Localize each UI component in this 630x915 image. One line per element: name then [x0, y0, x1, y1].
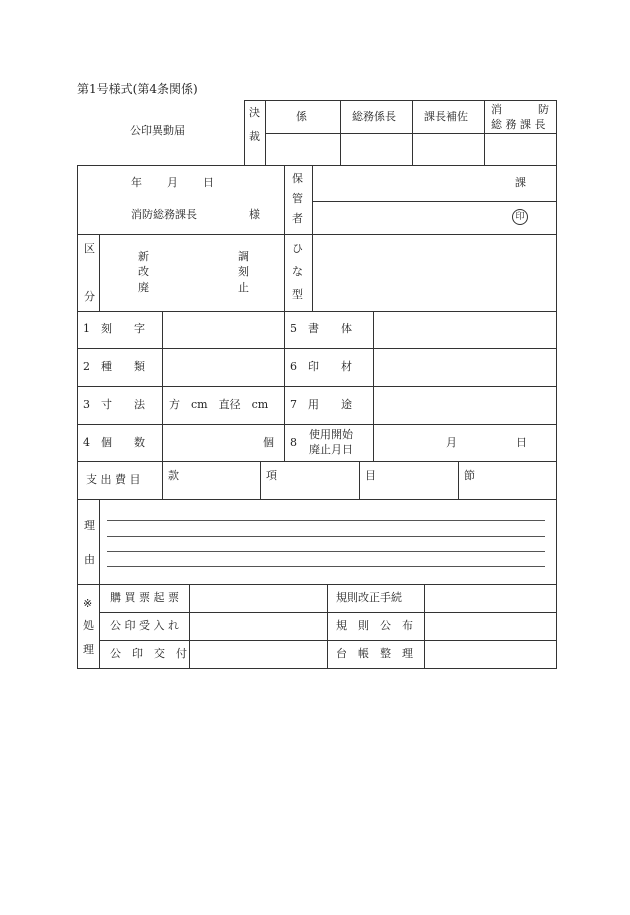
item-2-no: 2: [83, 360, 90, 373]
approval-col-last-2: 防: [538, 103, 549, 116]
reason-line-4: [107, 566, 545, 567]
category-label-2: 分: [84, 290, 95, 303]
expense-label: 支 出 費 目: [86, 473, 141, 486]
item-7-no: 7: [290, 398, 297, 411]
item-8-day: 日: [516, 436, 527, 449]
item-3-size-text: 方 cm 直径 cm: [169, 398, 269, 411]
processing-row-3-left: 公 印 交 付: [110, 647, 187, 660]
processing-row-1-left: 購 買 票 起 票: [110, 591, 179, 604]
custodian-label-1: 保: [292, 172, 303, 185]
reason-label-1: 理: [84, 519, 95, 532]
expense-kou: 項: [266, 469, 277, 482]
item-1-label: 刻 字: [101, 322, 145, 335]
processing-row-2-left: 公 印 受 入 れ: [110, 619, 179, 632]
approval-col-somu-kakaricho: 総務係長: [352, 110, 396, 123]
item-3-label: 寸 法: [101, 398, 145, 411]
approval-col-kakari: 係: [296, 110, 307, 123]
hinagata-label-2: な: [292, 265, 303, 278]
item-1-no: 1: [83, 322, 90, 335]
form-title: 公印異動届: [130, 124, 185, 137]
item-7-label: 用 途: [308, 398, 352, 411]
item-4-no: 4: [83, 436, 90, 449]
seal-mark: 印: [512, 209, 528, 225]
kessai-char-2: 裁: [249, 130, 260, 143]
expense-kan: 款: [168, 469, 179, 482]
processing-label-2: 理: [83, 643, 94, 656]
hinagata-label-3: 型: [292, 288, 303, 301]
reason-line-2: [107, 536, 545, 537]
item-6-label: 印 材: [308, 360, 352, 373]
item-5-no: 5: [290, 322, 297, 335]
hinagata-label-1: ひ: [292, 242, 303, 255]
reason-line-3: [107, 551, 545, 552]
category-kai: 改: [138, 265, 149, 278]
custodian-ka: 課: [515, 176, 526, 189]
reason-label-2: 由: [84, 553, 95, 566]
item-3-no: 3: [83, 398, 90, 411]
processing-row-2-right: 規 則 公 布: [336, 619, 413, 632]
reason-line-1: [107, 520, 545, 521]
processing-row-3-right: 台 帳 整 理: [336, 647, 413, 660]
item-8-label-2: 廃止月日: [309, 443, 353, 456]
date-day: 日: [203, 176, 214, 189]
expense-setsu: 節: [464, 469, 475, 482]
item-4-unit: 個: [263, 436, 274, 449]
item-6-no: 6: [290, 360, 297, 373]
kessai-char-1: 決: [249, 106, 260, 119]
approval-col-last-1: 消: [491, 103, 502, 116]
custodian-label-3: 者: [292, 212, 303, 225]
category-koku: 刻: [238, 265, 249, 278]
custodian-label-2: 管: [292, 192, 303, 205]
form-number: 第1号様式(第4条関係): [77, 82, 198, 96]
item-8-month: 月: [446, 436, 457, 449]
honorific: 様: [249, 208, 260, 221]
item-2-label: 種 類: [101, 360, 145, 373]
processing-mark: ※: [83, 597, 93, 610]
date-year: 年: [131, 176, 142, 189]
category-shi: 止: [238, 281, 249, 294]
processing-row-1-right: 規則改正手続: [336, 591, 402, 604]
item-8-label-1: 使用開始: [309, 428, 353, 441]
date-month: 月: [167, 176, 178, 189]
category-new: 新: [138, 250, 149, 263]
item-5-label: 書 体: [308, 322, 352, 335]
processing-label-1: 処: [83, 619, 94, 632]
addressee: 消防総務課長: [131, 208, 197, 221]
category-label-1: 区: [84, 242, 95, 255]
item-4-label: 個 数: [101, 436, 145, 449]
category-chou: 調: [238, 250, 249, 263]
approval-col-last-3: 総 務 課 長: [491, 118, 546, 131]
category-hai: 廃: [138, 281, 149, 294]
expense-moku: 目: [365, 469, 376, 482]
item-8-no: 8: [290, 436, 297, 449]
approval-col-kacho-hosa: 課長補佐: [424, 110, 468, 123]
